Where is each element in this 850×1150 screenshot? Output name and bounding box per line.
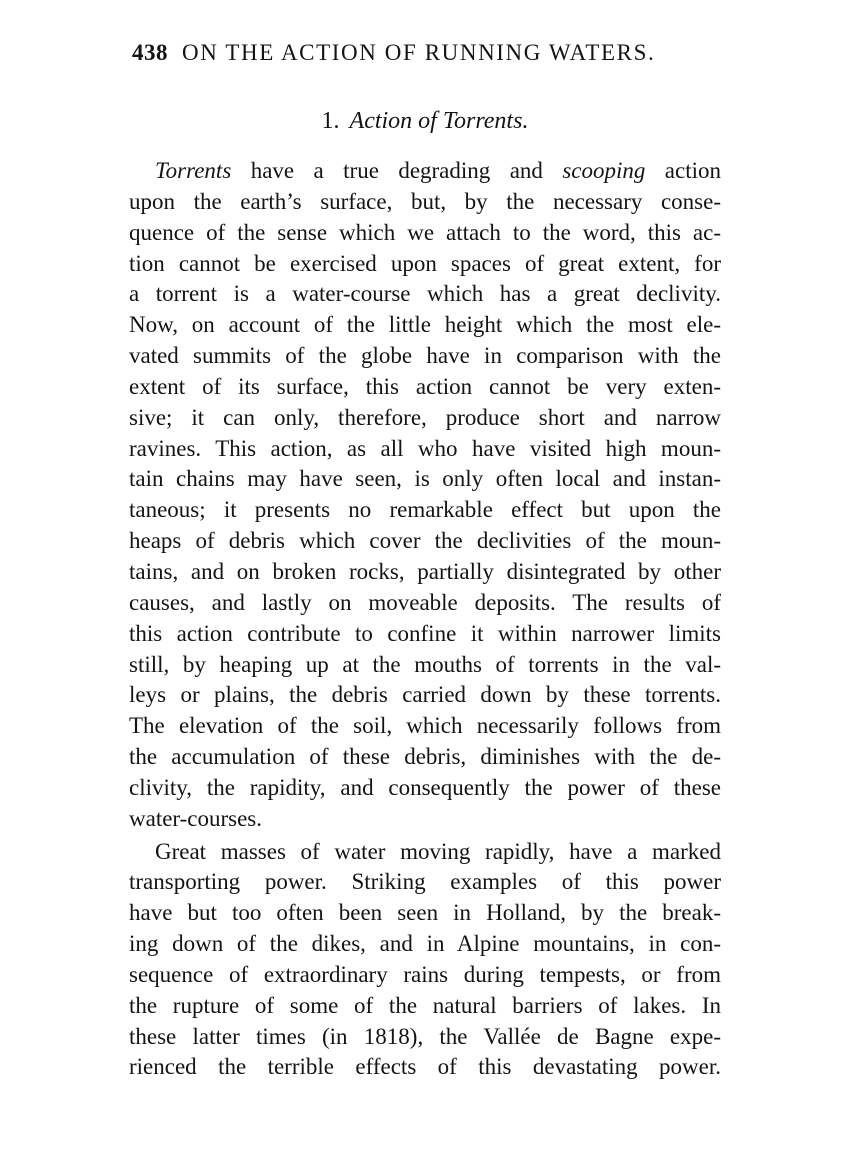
text-line: clivity, the rapidity, and consequently the power of these <box>129 774 721 800</box>
text-line: causes, and lastly on moveable deposits. The results of <box>129 589 721 615</box>
running-title: ON THE ACTION OF RUNNING WATERS. <box>182 40 656 65</box>
text-line: this action contribute to confine it within narrower limits <box>129 620 721 646</box>
italic-term: scooping <box>562 158 646 183</box>
section-heading <box>0 108 850 135</box>
text-run: have a true degrading and <box>231 158 563 183</box>
text-line: The elevation of the soil, which necessarily follows from <box>129 713 721 739</box>
text-line: extent of its surface, this action cannot be very exten- <box>129 373 721 399</box>
text-line: ravines. This action, as all who have visited high moun- <box>129 435 721 461</box>
text-line: tains, and on broken rocks, partially disintegrated by other <box>129 558 721 584</box>
section-title: Action of Torrents. <box>349 108 529 134</box>
text-line: rienced the terrible effects of this devastating power. <box>129 1054 721 1080</box>
body-text <box>129 156 721 1083</box>
text-line: quence of the sense which we attach to the word, this ac- <box>129 219 721 245</box>
text-line: vated summits of the globe have in comparison with the <box>129 343 721 369</box>
italic-term: Torrents <box>155 158 232 183</box>
text-line: tain chains may have seen, is only often local and instan- <box>129 466 721 492</box>
text-line: ing down of the dikes, and in Alpine mountains, in con- <box>129 931 721 957</box>
text-line: tion cannot be exercised upon spaces of great extent, for <box>129 250 721 276</box>
text-run: action <box>645 158 721 183</box>
text-line: heaps of debris which cover the declivities of the moun- <box>129 528 721 554</box>
text-line: the rupture of some of the natural barriers of lakes. In <box>129 992 721 1018</box>
text-line: still, by heaping up at the mouths of torrents in the val- <box>129 651 721 677</box>
section-number: 1. <box>321 108 340 134</box>
text-line: upon the earth’s surface, but, by the necessary conse- <box>129 188 721 214</box>
text-line: a torrent is a water-course which has a great declivity. <box>129 281 721 307</box>
text-line: the accumulation of these debris, diminishes with the de- <box>129 744 721 770</box>
text-line: sive; it can only, therefore, produce short and narrow <box>129 404 721 430</box>
text-line: taneous; it presents no remarkable effect but upon the <box>129 497 721 523</box>
text-line: transporting power. Striking examples of this power <box>129 869 721 895</box>
text-line: have but too often been seen in Holland, by the break- <box>129 900 721 926</box>
text-line: these latter times (in 1818), the Vallée de Bagne expe- <box>129 1023 721 1049</box>
text-line <box>129 156 721 187</box>
running-head <box>132 40 692 66</box>
text-line: Now, on account of the little height which the most ele- <box>129 312 721 338</box>
text-line: Great masses of water moving rapidly, have a marked <box>155 838 721 864</box>
page-number: 438 <box>132 40 168 65</box>
text-line: leys or plains, the debris carried down by these torrents. <box>129 682 721 708</box>
text-line: water-courses. <box>129 805 263 831</box>
text-line: sequence of extraordinary rains during tempests, or from <box>129 961 721 987</box>
